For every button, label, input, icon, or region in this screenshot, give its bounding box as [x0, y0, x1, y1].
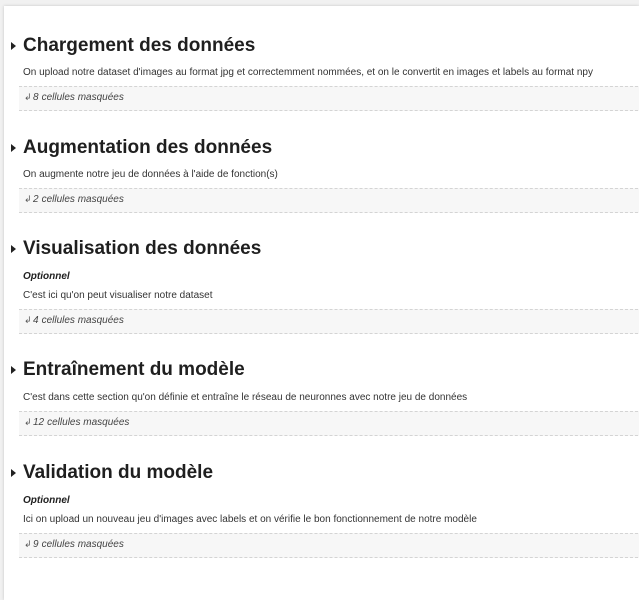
return-arrow-icon: ↲	[24, 316, 32, 326]
hidden-cells-count: 2	[33, 194, 39, 205]
return-arrow-icon: ↲	[24, 93, 32, 103]
hidden-cells-label	[33, 315, 124, 327]
caret-right-icon[interactable]	[11, 366, 16, 374]
section-subtitle: Optionnel	[23, 271, 70, 282]
section-toggle-visualisation[interactable]	[4, 237, 639, 263]
section-description: C'est dans cette section qu'on définie et entraîne le réseau de neuronnes avec notre jeu de données	[23, 392, 468, 403]
section-subtitle: Optionnel	[23, 495, 70, 506]
hidden-cells-text: cellules masquées	[41, 194, 124, 205]
section-description: On upload notre dataset d'images au format jpg et correctemment nommées, et on le convertit en images et labels au format npy	[23, 67, 593, 78]
section-description: On augmente notre jeu de données à l'aide de fonction(s)	[23, 169, 278, 180]
caret-right-icon[interactable]	[11, 469, 16, 477]
section-toggle-validation[interactable]	[4, 461, 639, 487]
hidden-cells-label	[33, 417, 129, 429]
hidden-cells-count: 4	[33, 315, 39, 326]
section-title: Entraînement du modèle	[23, 359, 245, 380]
return-arrow-icon: ↲	[24, 418, 32, 428]
hidden-cells-toggle[interactable]	[19, 309, 639, 334]
section-description: Ici on upload un nouveau jeu d'images avec labels et on vérifie le bon fonctionnement de notre modèle	[23, 514, 477, 525]
hidden-cells-toggle[interactable]	[19, 411, 639, 436]
hidden-cells-count: 12	[33, 417, 45, 428]
hidden-cells-toggle[interactable]	[19, 533, 639, 558]
caret-right-icon[interactable]	[11, 144, 16, 152]
return-arrow-icon: ↲	[24, 540, 32, 550]
section-toggle-chargement[interactable]	[4, 34, 639, 60]
hidden-cells-toggle[interactable]	[19, 188, 639, 213]
hidden-cells-count: 8	[33, 92, 39, 103]
hidden-cells-text: cellules masquées	[47, 417, 130, 428]
section-toggle-entrainement[interactable]	[4, 358, 639, 384]
caret-right-icon[interactable]	[11, 245, 16, 253]
notebook-page	[4, 6, 639, 600]
hidden-cells-label	[33, 539, 124, 551]
section-title: Visualisation des données	[23, 238, 262, 259]
caret-right-icon[interactable]	[11, 42, 16, 50]
hidden-cells-text: cellules masquées	[41, 92, 124, 103]
hidden-cells-label	[33, 92, 124, 104]
hidden-cells-label	[33, 194, 124, 206]
section-title: Augmentation des données	[23, 137, 273, 158]
hidden-cells-count: 9	[33, 539, 39, 550]
section-description: C'est ici qu'on peut visualiser notre dataset	[23, 290, 213, 301]
hidden-cells-toggle[interactable]	[19, 86, 639, 111]
section-title: Validation du modèle	[23, 462, 214, 483]
section-title: Chargement des données	[23, 35, 256, 56]
section-toggle-augmentation[interactable]	[4, 136, 639, 162]
return-arrow-icon: ↲	[24, 195, 32, 205]
hidden-cells-text: cellules masquées	[41, 539, 124, 550]
hidden-cells-text: cellules masquées	[41, 315, 124, 326]
